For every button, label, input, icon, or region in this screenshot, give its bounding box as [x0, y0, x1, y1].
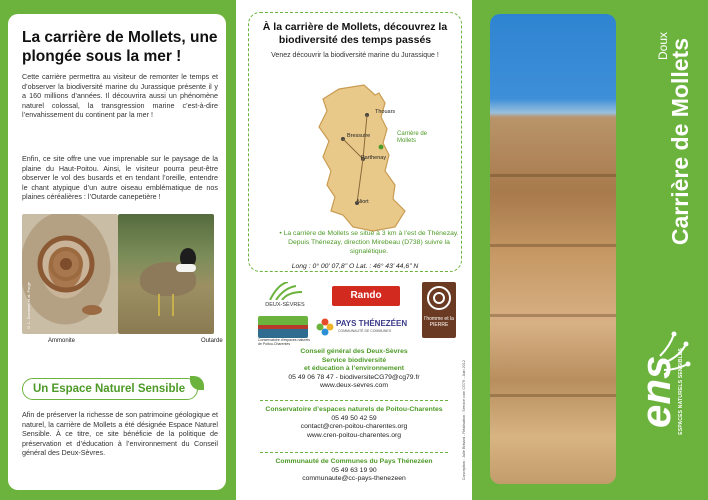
- bird-leg: [158, 294, 160, 316]
- map-box: [248, 12, 462, 272]
- contact1-web: www.deux-sevres.com: [320, 382, 388, 389]
- ens-subtitle: ESPACES NATURELS SENSIBLES: [678, 348, 684, 435]
- ens-section-title: Un Espace Naturel Sensible: [33, 383, 186, 395]
- contact2-org: Conservatoire d’espaces naturels de Poitou-Charentes: [265, 406, 443, 413]
- contact1-line2: Service biodiversité: [321, 356, 387, 364]
- deux-sevres-text: DEUX-SÈVRES: [265, 302, 305, 308]
- ammonite-caption: Ammonite: [48, 338, 76, 344]
- ens-wordmark: ens: [632, 355, 679, 428]
- gps-coordinates: Long : 0° 00’ 07,8’’ O Lat. : 46° 43’ 44,6’’ N: [291, 263, 419, 270]
- cover-doux: Doux: [656, 32, 670, 61]
- contact1-line3: et éducation à l’environnement: [303, 365, 405, 372]
- flower-icon: [316, 318, 334, 336]
- map-label-thouars: Thouars: [375, 109, 396, 115]
- rock-layer: [490, 314, 616, 317]
- left-panel: [8, 14, 226, 490]
- rock-layer: [490, 174, 616, 177]
- cover-panel: [482, 8, 700, 492]
- access-info: • La carrière de Mollets se situe à 3 km à l’est de Thénezay. Depuis Thénezay, direction Mirebeau (D738) suivre la signalétique.: [279, 230, 459, 255]
- homme-pierre-logo: [422, 282, 456, 338]
- outarde-caption: Outarde: [201, 338, 223, 344]
- rando-logo: Rando: [332, 286, 400, 306]
- bird-collar: [176, 264, 196, 272]
- contact2-phone: 05 49 50 42 59: [331, 414, 377, 422]
- divider: [260, 452, 448, 453]
- map-label-carriere: Carrière de Mollets: [397, 131, 428, 144]
- contact2-web: www.cren-poitou-charentes.org: [306, 431, 402, 439]
- ammonite-fossil-icon: [22, 214, 118, 334]
- ens-paragraph: Afin de préserver la richesse de son patrimoine géologique et naturel, la carrière de Mollets a été désignée Espace Naturel Sensible. À ce titre, ce site bénéficie de la politique de préservation et d’éducation à l’environnement du Conseil général des Deux-Sèvres.: [22, 410, 218, 457]
- intro-paragraph: Cette carrière permettra au visiteur de remonter le temps et d’observer la biodiversité marine du Jurassique présente il y a 160 millions d’années. Il découvrira aussi un phénomène naturel colossal, la transgression marine c’est-à-dire l’envahissement du continent par la mer !: [22, 72, 218, 119]
- contact3-phone: 05 49 63 19 90: [331, 466, 377, 474]
- middle-title: À la carrière de Mollets, découvrez la biodiversité des temps passés: [262, 21, 448, 46]
- ens-section-banner: [22, 378, 198, 400]
- cover-title: Carrière de Mollets: [667, 38, 693, 246]
- photo-credit: © L. Ducomet et al. Forge: [26, 282, 31, 330]
- cren-logo: [258, 316, 308, 338]
- contact1-phone: 05 49 06 78 47 - biodiversiteCG79@cg79.fr: [288, 373, 420, 381]
- outarde-photo: [118, 214, 214, 334]
- homme-pierre-text: l’homme et la PIERRE: [424, 316, 454, 328]
- pays-thenezeen-text: PAYS THÉNEZÉEN: [336, 319, 408, 328]
- contact3-org: Communauté de Communes du Pays Thénezéen: [275, 458, 433, 465]
- deux-sevres-logo: [260, 282, 310, 312]
- middle-panel: [236, 0, 472, 500]
- ammonite-photo: [22, 214, 118, 334]
- landscape-paragraph: Enfin, ce site offre une vue imprenable sur le paysage de la plaine du Haut-Poitou. Ainsi, le visiteur pourra peut-être observer le vol des busards et en tendant l’oreille, entendre le chant atypique d’un autre oiseau emblématique de nos plaines céréalières : l’Outarde canepetière !: [22, 154, 218, 201]
- contact-conseil-general: [236, 348, 472, 391]
- rock-layer: [490, 244, 616, 247]
- map-label-bressuire: Bressuire: [347, 133, 371, 139]
- design-credit: Conception : Julie Brisard - Réalisation : Service com CG79 - Juin 2012: [462, 360, 466, 481]
- contact2-email: contact@cren-poitou-charentes.org: [300, 423, 408, 430]
- grass-icon: [260, 282, 310, 300]
- middle-subtitle: Venez découvrir la biodiversité marine du Jurassique !: [271, 52, 439, 59]
- pays-thenezeen-subtext: COMMUNAUTÉ DE COMMUNES: [338, 329, 392, 333]
- quarry-cover-photo: [490, 14, 616, 484]
- divider: [260, 400, 448, 401]
- bird-leg: [172, 294, 174, 316]
- map-label-niort: Niort: [357, 199, 369, 205]
- rock-layer: [490, 394, 616, 397]
- contact1-org: Conseil général des Deux-Sèvres: [300, 348, 408, 355]
- left-title: La carrière de Mollets, une plongée sous la mer !: [22, 29, 218, 65]
- cren-logo-text: Conservatoire d’espaces naturels de Poitou-Charentes: [258, 338, 310, 346]
- contact3-email: communaute@cc-pays-thenezeen: [302, 475, 406, 482]
- contact-pays-thenezeen: [236, 458, 472, 484]
- map-label-parthenay: Parthenay: [361, 155, 387, 161]
- pays-thenezeen-logo: [316, 316, 412, 338]
- contact-cren: [236, 406, 472, 440]
- spiral-icon: [422, 282, 456, 314]
